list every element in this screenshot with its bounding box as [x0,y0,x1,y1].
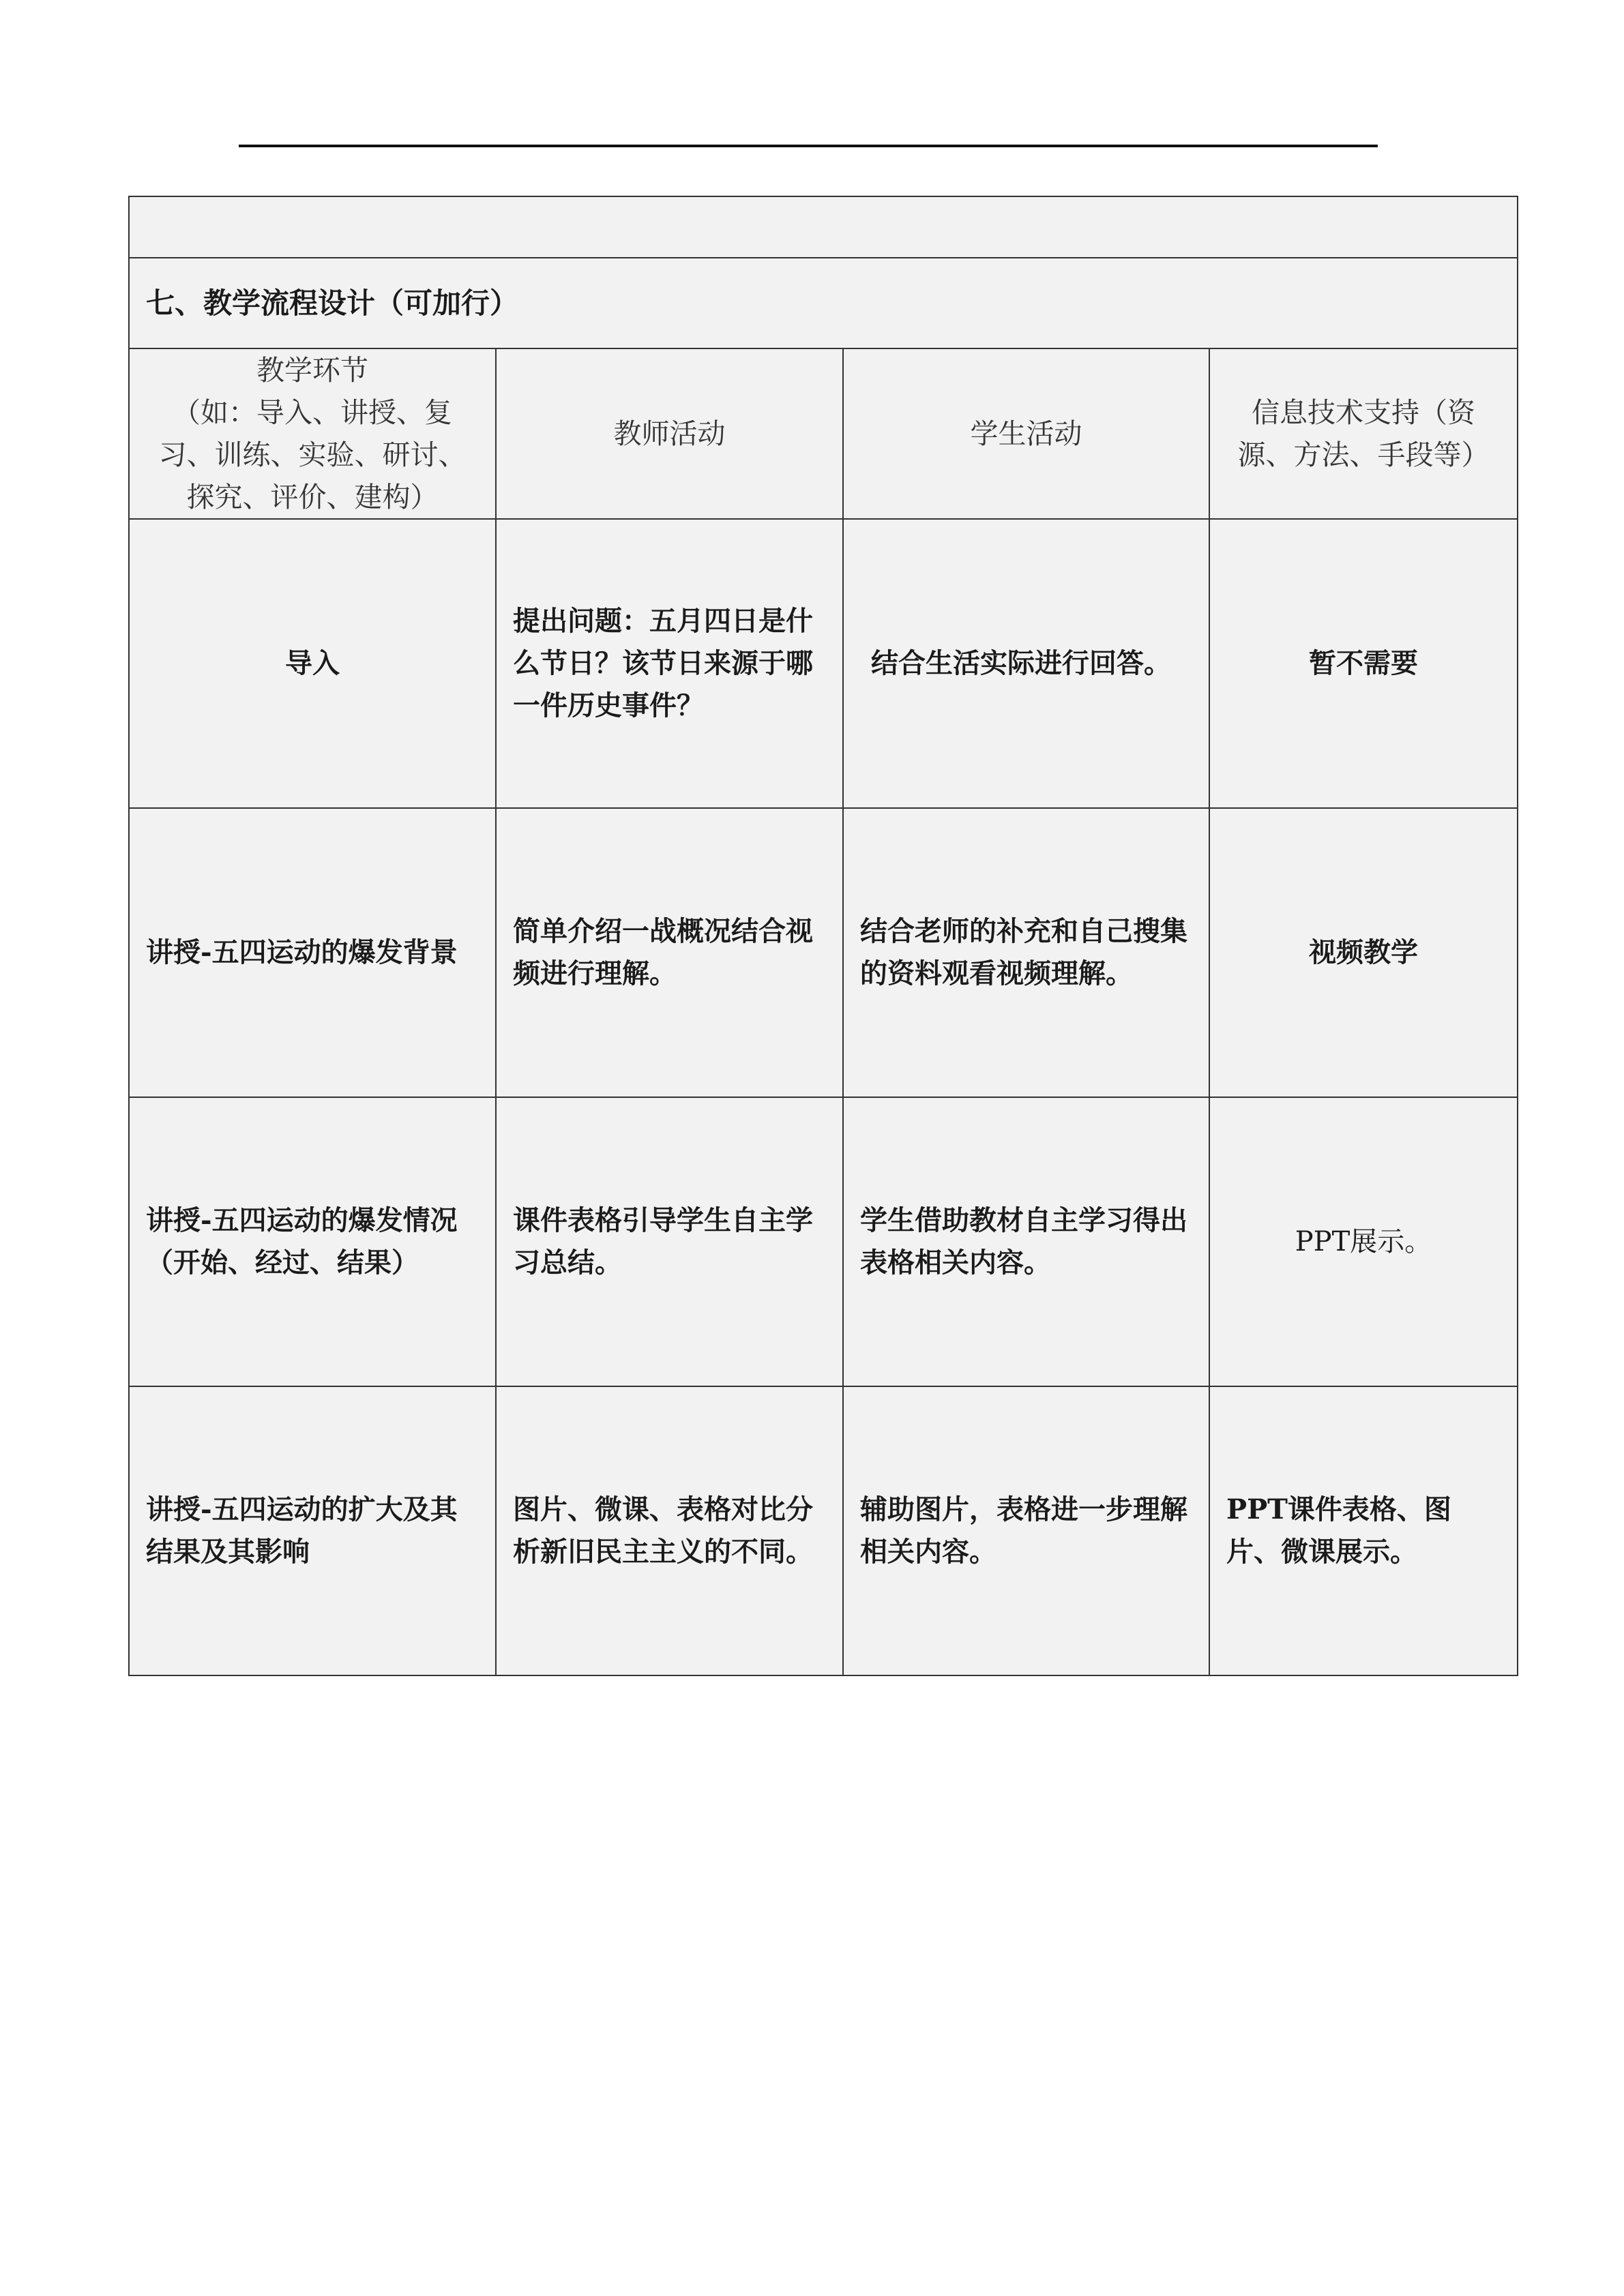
blank-row [129,196,1518,258]
tech-cell: PPT展示。 [1209,1097,1518,1386]
stage-cell: 导入 [129,519,496,808]
tech-cell: 视频教学 [1209,808,1518,1097]
column-header-tech: 信息技术支持（资源、方法、手段等） [1209,348,1518,519]
student-cell: 辅助图片，表格进一步理解相关内容。 [843,1386,1209,1675]
student-cell: 结合老师的补充和自己搜集的资料观看视频理解。 [843,808,1209,1097]
table-row [129,519,1518,808]
blank-cell [129,196,1518,258]
table-row [129,1097,1518,1386]
column-header-stage: 教学环节 （如：导入、讲授、复习、训练、实验、研讨、探究、评价、建构） [129,348,496,519]
section-title: 七、教学流程设计（可加行） [129,258,1518,348]
stage-cell: 讲授-五四运动的爆发情况（开始、经过、结果） [129,1097,496,1386]
header-rule [239,145,1378,147]
student-cell: 结合生活实际进行回答。 [843,519,1209,808]
section-row [129,258,1518,348]
header-row [129,348,1518,519]
tech-cell: 暂不需要 [1209,519,1518,808]
tech-cell: PPT课件表格、图片、微课展示。 [1209,1386,1518,1675]
column-header-student: 学生活动 [843,348,1209,519]
teaching-flow-table [128,196,1518,1676]
column-header-teacher: 教师活动 [496,348,843,519]
table-row [129,1386,1518,1675]
table-row [129,808,1518,1097]
teacher-cell: 提出问题：五月四日是什么节日？该节日来源于哪一件历史事件？ [496,519,843,808]
teacher-cell: 简单介绍一战概况结合视频进行理解。 [496,808,843,1097]
teacher-cell: 课件表格引导学生自主学习总结。 [496,1097,843,1386]
teacher-cell: 图片、微课、表格对比分析新旧民主主义的不同。 [496,1386,843,1675]
stage-cell: 讲授-五四运动的爆发背景 [129,808,496,1097]
student-cell: 学生借助教材自主学习得出表格相关内容。 [843,1097,1209,1386]
stage-cell: 讲授-五四运动的扩大及其结果及其影响 [129,1386,496,1675]
